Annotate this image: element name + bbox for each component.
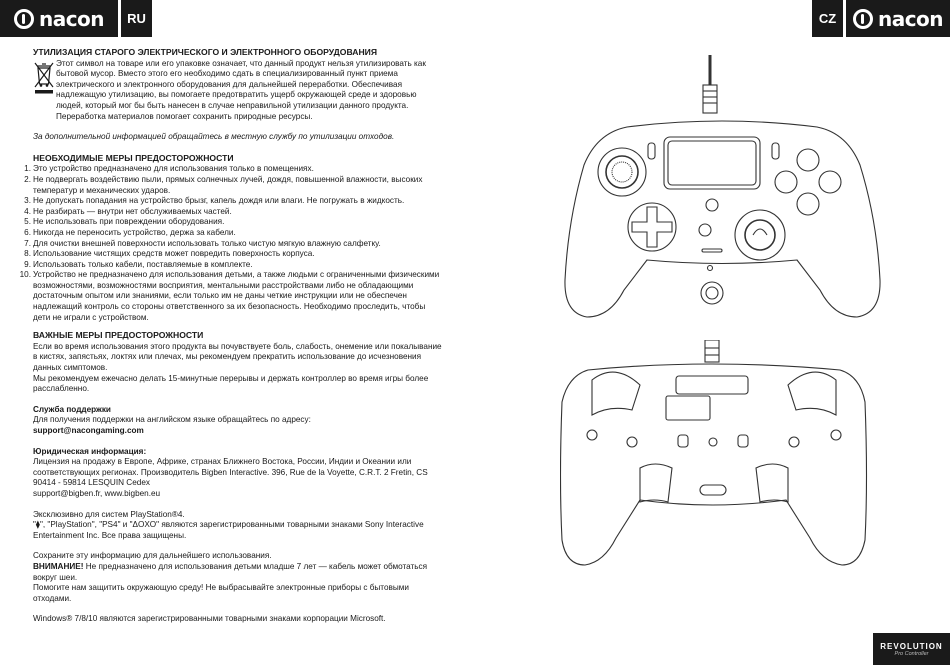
controller-front-illustration bbox=[560, 55, 890, 320]
precaution-item bbox=[24, 249, 443, 260]
important-title: ВАЖНЫЕ МЕРЫ ПРЕДОСТОРОЖНОСТИ bbox=[33, 330, 204, 341]
controller-back-illustration bbox=[560, 340, 890, 575]
warning bbox=[33, 562, 443, 583]
precaution-text: Не разбирать — внутри нет обслуживаемых частей. bbox=[33, 206, 232, 216]
precaution-number: 4. bbox=[24, 206, 31, 216]
precaution-number: 10. bbox=[19, 270, 31, 280]
precaution-item bbox=[19, 270, 443, 323]
precaution-item bbox=[24, 217, 443, 228]
warning-label: ВНИМАНИЕ! bbox=[33, 561, 84, 571]
language-tag-cz: CZ bbox=[812, 0, 843, 37]
precaution-number: 6. bbox=[24, 227, 31, 237]
important-p1: Если во время использования этого продукта вы почувствуете боль, слабость, онемение или покалывание в кистях, запястьях, локтях или плечах, мы рекомендуем прекратить использование до исчезновения данных симптомов. bbox=[33, 341, 442, 373]
precaution-number: 2. bbox=[24, 174, 31, 184]
crossed-bin-icon bbox=[33, 59, 55, 95]
support-text: Для получения поддержки на английском языке обращайтесь по адресу: bbox=[33, 415, 311, 425]
precautions-list bbox=[19, 164, 443, 323]
recycling-body: Этот символ на товаре или его упаковке означает, что данный продукт нельзя утилизировать как бытовой мусор. Вместо этого его необходимо сдать в специализированный пункт приема электрического и электронного оборудования для дальнейшей переработки. Обеспечивая надлежащую утилизацию, вы помогаете предотвратить ущерб окружающей среде и здоровью людей, который мог бы быть нанесен в случае неправильной утилизации данного продукта. Переработка материалов помогает сохранить природные ресурсы. bbox=[56, 58, 426, 121]
precaution-text: Это устройство предназначено для использования только в помещениях. bbox=[33, 164, 314, 174]
legal-title: Юридическая информация: bbox=[33, 446, 147, 456]
support-title: Служба поддержки bbox=[33, 404, 111, 414]
playstation-line2: "⧫", "PlayStation", "PS4" и "ΔOXO" являются зарегистрированными товарными знаками Sony Interactive Entertainment Inc. Все права защищены. bbox=[33, 520, 424, 540]
precaution-number: 9. bbox=[24, 259, 31, 269]
precaution-text: Использование чистящих средств может повредить поверхность корпуса. bbox=[33, 249, 315, 259]
nacon-logo-left bbox=[0, 0, 118, 37]
revolution-brand-box bbox=[873, 633, 950, 665]
important-p2: Мы рекомендуем ежечасно делать 15-минутные перерывы и держать контроллер во время игры более расслабленно. bbox=[33, 373, 429, 394]
brand-title: REVOLUTION bbox=[880, 641, 943, 651]
precaution-item bbox=[24, 206, 443, 218]
language-tag-ru: RU bbox=[121, 0, 152, 37]
precaution-number: 3. bbox=[24, 196, 31, 206]
nacon-logo-icon bbox=[853, 9, 873, 29]
legal-text: Лицензия на продажу в Европе, Африке, странах Ближнего Востока, России, Индии и Океании или соответствующих регионах. Производитель Bigben Interactive. 396, Rue de la Voyette, C.R.T. 2 Fretin, CS 90414 - 59814 LESQUIN Cedex bbox=[33, 457, 428, 488]
precautions-title: НЕОБХОДИМЫЕ МЕРЫ ПРЕДОСТОРОЖНОСТИ bbox=[33, 152, 234, 163]
logo-text: nacon bbox=[877, 6, 944, 31]
logo-text: nacon bbox=[38, 6, 105, 31]
precaution-text: Не использовать при повреждении оборудования. bbox=[33, 217, 225, 227]
precaution-number: 1. bbox=[24, 164, 31, 174]
recycling-title: УТИЛИЗАЦИЯ СТАРОГО ЭЛЕКТРИЧЕСКОГО И ЭЛЕКТРОННОГО ОБОРУДОВАНИЯ bbox=[33, 47, 378, 57]
keep-info: Сохраните эту информацию для дальнейшего использования. bbox=[33, 551, 272, 561]
precaution-number: 8. bbox=[24, 249, 31, 259]
precaution-text: Не подвергать воздействию пыли, прямых солнечных лучей, дождя, повышенной влажности, высоких температур и механических ударов. bbox=[33, 174, 423, 195]
recycling-block bbox=[33, 59, 443, 123]
precaution-item bbox=[24, 238, 443, 250]
precaution-text: Использовать только кабели, поставляемые в комплекте. bbox=[33, 259, 253, 269]
precaution-text: Для очистки внешней поверхности использовать только чистую мягкую влажную салфетку. bbox=[33, 238, 381, 248]
precaution-number: 5. bbox=[24, 217, 31, 227]
precaution-item bbox=[24, 259, 443, 271]
precaution-item bbox=[24, 164, 443, 175]
recycling-note: За дополнительной информацией обращайтесь в местную службу по утилизации отходов. bbox=[33, 132, 395, 142]
nacon-logo-right bbox=[846, 0, 950, 37]
precaution-number: 7. bbox=[24, 238, 31, 248]
precaution-text: Никогда не переносить устройство, держа за кабели. bbox=[33, 227, 236, 237]
windows-trademark: Windows® 7/8/10 являются зарегистрированными товарными знаками корпорации Microsoft. bbox=[33, 614, 386, 624]
environment-note: Помогите нам защитить окружающую среду! Не выбрасывайте электронные приборы с бытовыми отходами. bbox=[33, 583, 409, 603]
precaution-item bbox=[24, 196, 443, 207]
brand-subtitle: Pro Controller bbox=[894, 650, 929, 657]
precaution-item bbox=[24, 227, 443, 239]
precaution-text: Не допускать попадания на устройство брызг, капель дождя или влаги. Не погружать в жидкость. bbox=[33, 196, 405, 206]
precaution-text: Устройство не предназначено для использования детьми, а также людьми с ограниченными физическими возможностями, возможностями восприятия, ментальными расстройствами либо не обладающими достаточным опытом или знаниями, если только им не даны четкие инструкции или не обеспечен надлежащий контроль со стороны ответственного за их безопасность. Необходимо проследить, чтобы дети не играли с устройством. bbox=[33, 270, 440, 322]
support-email[interactable]: support@nacongaming.com bbox=[33, 426, 144, 435]
playstation-line1: Эксклюзивно для систем PlayStation®4. bbox=[33, 509, 185, 519]
text-column bbox=[19, 47, 443, 625]
legal-contact: support@bigben.fr, www.bigben.eu bbox=[33, 488, 161, 498]
warning-text: Не предназначено для использования детьми младше 7 лет — кабель может обмотаться вокруг шеи. bbox=[33, 561, 428, 582]
precaution-item bbox=[24, 174, 443, 196]
nacon-logo-icon bbox=[14, 9, 34, 29]
